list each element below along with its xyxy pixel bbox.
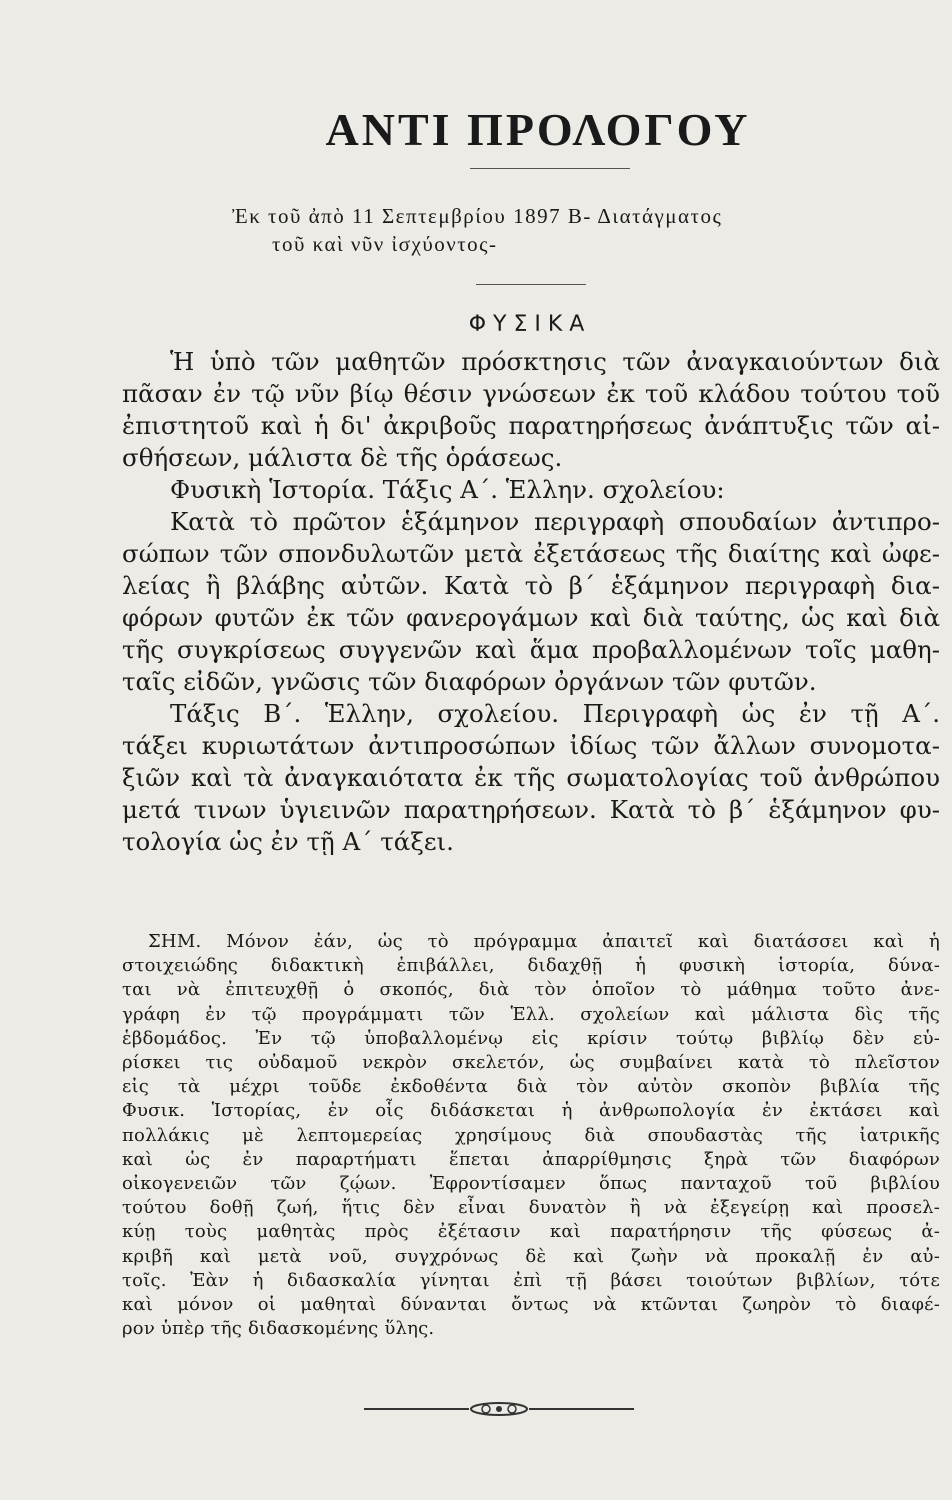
body-line: ταῖς εἰδῶν, γνῶσις τῶν διαφόρων ὀργάνων τῶν φυτῶν. — [122, 667, 817, 696]
ornament-divider-icon — [364, 1396, 634, 1422]
body-line: λείας ἢ βλάβης αὐτῶν. Κατὰ τὸ β΄ ἑξάμηνον περιγραφὴ δια- — [122, 571, 940, 600]
note-line: καὶ μόνον οἱ μαθηταὶ δύνανται ὄντως νὰ κτῶνται ζωηρὸν τὸ διαφέ- — [122, 1294, 940, 1316]
body-line: μετά τινων ὑγιεινῶν παρατηρήσεων. Κατὰ τὸ β΄ ἑξάμηνον φυ- — [122, 795, 940, 824]
section-heading: ΦΥΣΙΚΑ — [468, 312, 592, 337]
decree-reference — [232, 202, 852, 258]
note-line: ΣΗΜ. Μόνον ἐάν, ὡς τὸ πρόγραμμα ἀπαιτεῖ καὶ διατάσσει καὶ ἡ — [148, 931, 940, 952]
note-line: εἰς τὰ μέχρι τοῦδε ἐκδοθέντα διὰ τὸν αὐτὸν σκοπὸν βιβλία τῆς — [122, 1076, 940, 1098]
footnote — [122, 930, 940, 1341]
note-line: ρον ὑπὲρ τῆς διδασκομένης ὕλης. — [122, 1318, 435, 1340]
note-line: κύῃ τοὺς μαθητὰς πρὸς ἐξέτασιν καὶ παρατήρησιν τῆς φύσεως ἀ- — [122, 1221, 940, 1243]
note-line: στοιχειώδης διδακτικὴ ἐπιβάλλει, διδαχθῇ ἡ φυσικὴ ἱστορία, δύνα- — [122, 955, 940, 977]
body-line-subject-heading: Φυσικὴ Ἱστορία. Τάξις Α΄. Ἑλλην. σχολείου: — [170, 475, 725, 504]
body-line: πᾶσαν ἐν τῷ νῦν βίῳ θέσιν γνώσεων ἐκ τοῦ κλάδου τούτου τοῦ — [122, 379, 940, 408]
body-line: ξιῶν καὶ τὰ ἀναγκαιότατα ἐκ τῆς σωματολογίας τοῦ ἀνθρώπου — [122, 763, 940, 792]
note-line: κριβῆ καὶ μετὰ νοῦ, συγχρόνως δὲ καὶ ζωὴν νὰ προκαλῇ ἐν αὐ- — [122, 1245, 940, 1267]
body-line: ἐπιστητοῦ καὶ ἡ δι' ἀκριβοῦς παρατηρήσεως ἀνάπτυξις τῶν αἰ- — [122, 411, 940, 440]
note-line: Φυσικ. Ἱστορίας, ἐν οἷς διδάσκεται ἡ ἀνθρωπολογία ἐν ἐκτάσει καὶ — [122, 1100, 940, 1122]
note-line: πολλάκις μὲ λεπτομερείας χρησίμους διὰ σπουδαστὰς τῆς ἰατρικῆς — [122, 1124, 940, 1146]
body-line: σθήσεων, μάλιστα δὲ τῆς ὁράσεως. — [122, 443, 563, 472]
note-line: γράφη ἐν τῷ προγράμματι τῶν Ἑλλ. σχολείων καὶ μάλιστα δὶς τῆς — [122, 1003, 940, 1025]
note-line: οἰκογενειῶν τῶν ζῴων. Ἐφροντίσαμεν ὅπως πανταχοῦ τοῦ βιβλίου — [122, 1173, 940, 1195]
body-line: τῆς συγκρίσεως συγγενῶν καὶ ἅμα προβαλλομένων τοῖς μαθη- — [122, 635, 940, 664]
body-line: σώπων τῶν σπονδυλωτῶν μετὰ ἐξετάσεως τῆς διαίτης καὶ ὠφε- — [122, 539, 940, 568]
title-rule — [470, 168, 630, 169]
body-line: Τάξις Β΄. Ἑλλην, σχολείου. Περιγραφὴ ὡς ἐν τῇ Α΄. — [170, 699, 940, 728]
body-line: Κατὰ τὸ πρῶτον ἑξάμηνον περιγραφὴ σπουδαίων ἀντιπρο- — [170, 507, 940, 536]
body-line: φόρων φυτῶν ἐκ τῶν φανερογάμων καὶ διὰ ταύτης, ὡς καὶ διὰ — [122, 603, 940, 632]
decree-line-1: Ἐκ τοῦ ἀπὸ 11 Σεπτεμβρίου 1897 Β- Διατάγματος — [232, 204, 723, 228]
body-line: τολογία ὡς ἐν τῇ Α΄ τάξει. — [122, 827, 454, 856]
decree-line-2: τοῦ καὶ νῦν ἰσχύοντος- — [272, 232, 498, 256]
note-line: καὶ ὡς ἐν παραρτήματι ἕπεται ἀπαρρίθμησις ξηρὰ τῶν διαφόρων — [122, 1148, 940, 1170]
note-line: ται νὰ ἐπιτευχθῇ ὁ σκοπός, διὰ τὸν ὁποῖον τὸ μάθημα τοῦτο ἀνε- — [122, 979, 940, 1001]
body-line: Ἡ ὑπὸ τῶν μαθητῶν πρόσκτησις τῶν ἀναγκαιούντων διὰ — [170, 347, 940, 376]
note-line: ρίσκει τις οὐδαμοῦ νεκρὸν σκελετόν, ὡς συμβαίνει κατὰ τὸ πλεῖστον — [122, 1052, 940, 1074]
body-line: τάξει κυριωτάτων ἀντιπροσώπων ἰδίως τῶν ἄλλων συνομοτα- — [122, 731, 940, 760]
note-line: ἑβδομάδος. Ἐν τῷ ὑποβαλλομένῳ εἰς κρίσιν τούτῳ βιβλίῳ δὲν εὑ- — [122, 1027, 940, 1049]
body-text — [122, 346, 940, 858]
page-title: ΑΝΤΙ ΠΡΟΛΟΓΟΥ — [325, 104, 751, 155]
decree-rule — [476, 284, 586, 285]
note-line: τοῖς. Ἐὰν ἡ διδασκαλία γίνηται ἐπὶ τῇ βάσει τοιούτων βιβλίων, τότε — [122, 1269, 940, 1291]
note-line: τούτου δοθῇ ζωή, ἥτις δὲν εἶναι δυνατὸν ἢ νὰ ἐξεγείρῃ καὶ προσελ- — [122, 1197, 940, 1219]
